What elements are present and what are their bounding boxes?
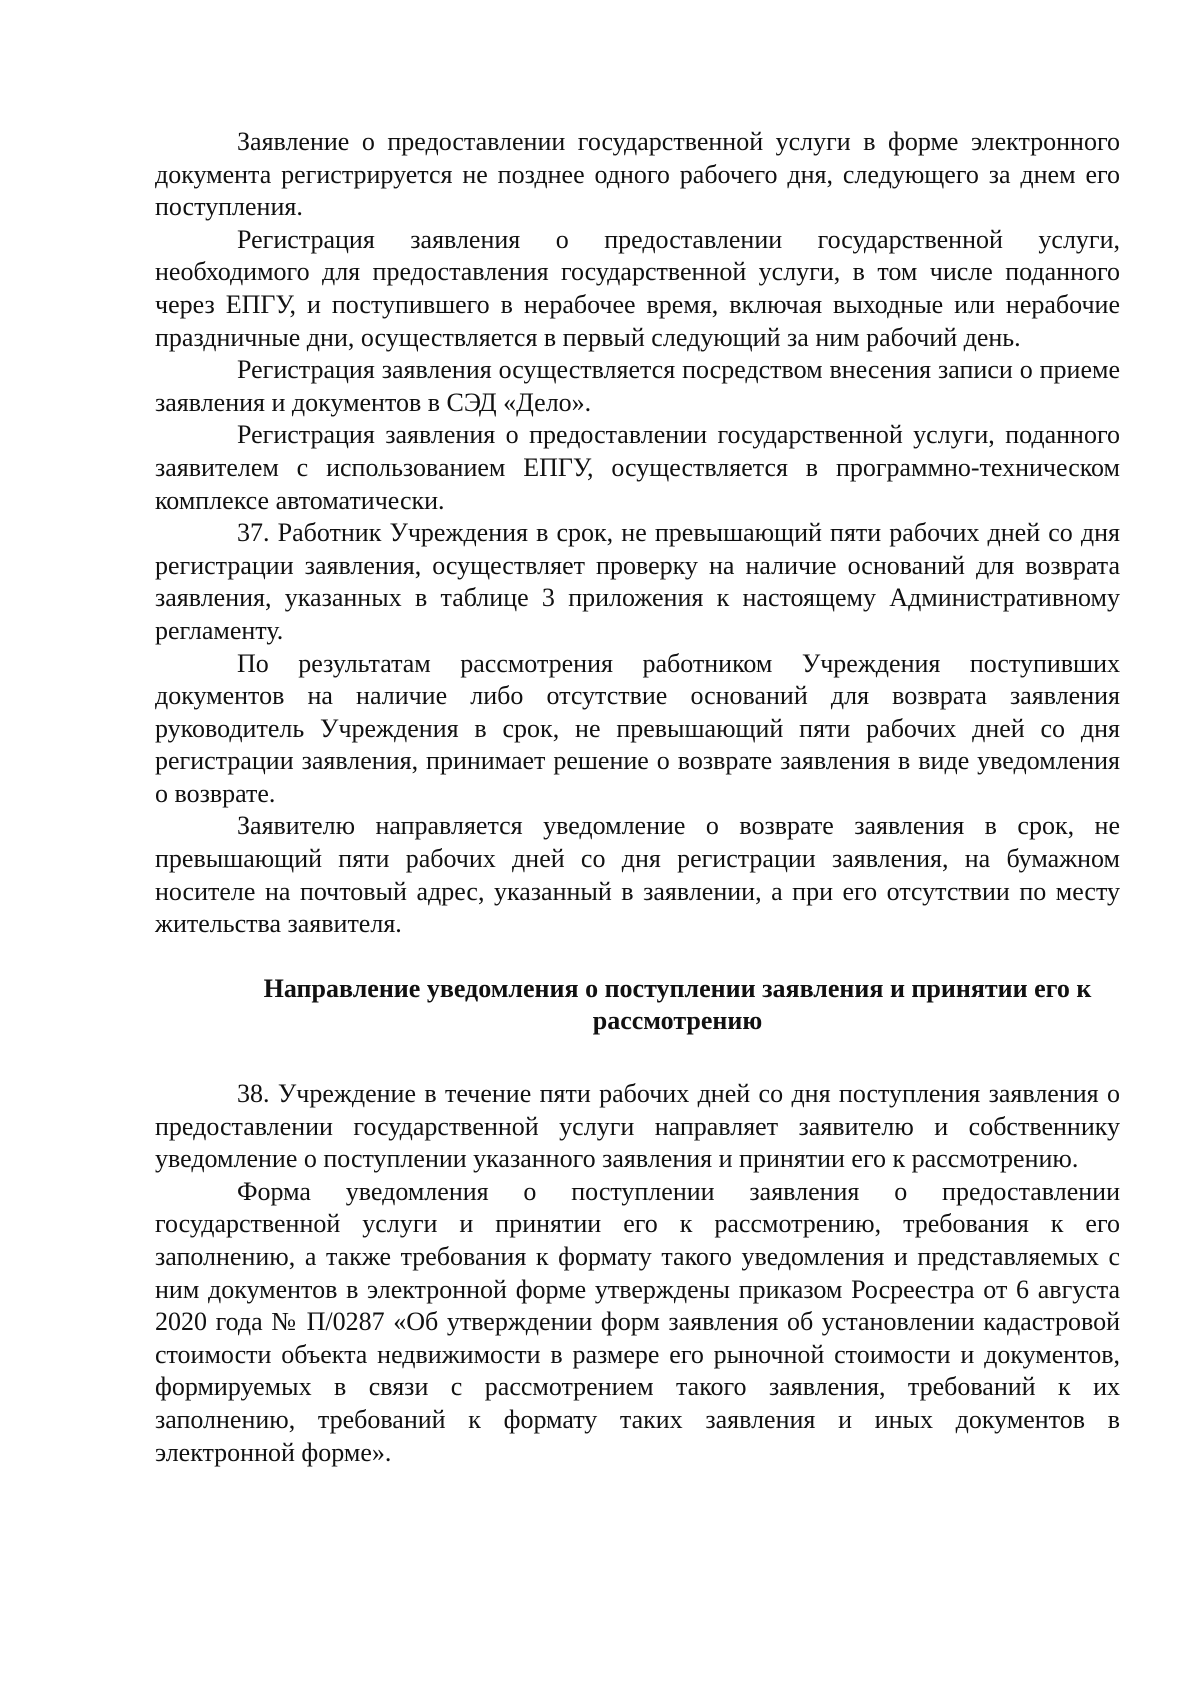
paragraph: 37. Работник Учреждения в срок, не превышающий пяти рабочих дней со дня регистрации заявления, осуществляет проверку на наличие оснований для возврата заявления, указанных в таблице 3 приложения к настоящему Административному регламенту.	[155, 518, 1120, 645]
section-heading: Направление уведомления о поступлении заявления и принятии его к рассмотрению	[263, 973, 1092, 1036]
paragraph: По результатам рассмотрения работником Учреждения поступивших документов на наличие либо отсутствие оснований для возврата заявления руководитель Учреждения в срок, не превышающий пяти рабочих дней со дня регистрации заявления, принимает решение о возврате заявления в виде уведомления о возврате.	[155, 648, 1120, 808]
paragraph: Регистрация заявления о предоставлении государственной услуги, поданного заявителем с использованием ЕПГУ, осуществляется в программно-техническом комплексе автоматически.	[155, 420, 1120, 515]
document-body	[155, 126, 1120, 1469]
paragraph: Заявителю направляется уведомление о возврате заявления в срок, не превышающий пяти рабочих дней со дня регистрации заявления, на бумажном носителе на почтовый адрес, указанный в заявлении, а при его отсутствии по месту жительства заявителя.	[155, 811, 1120, 939]
paragraph: 38. Учреждение в течение пяти рабочих дней со дня поступления заявления о предоставлении государственной услуги направляет заявителю и собственнику уведомление о поступлении указанного заявления и принятии его к рассмотрению.	[155, 1079, 1120, 1174]
paragraph: Регистрация заявления о предоставлении государственной услуги, необходимого для предоставления государственной услуги, в том числе поданного через ЕПГУ, и поступившего в нерабочее время, включая выходные или нерабочие праздничные дни, осуществляется в первый следующий за ним рабочий день.	[155, 224, 1120, 352]
paragraph: Заявление о предоставлении государственной услуги в форме электронного документа регистрируется не позднее одного рабочего дня, следующего за днем его поступления.	[155, 127, 1120, 222]
paragraph: Форма уведомления о поступлении заявления о предоставлении государственной услуги и принятии его к рассмотрению, требования к его заполнению, а также требования к формату такого уведомления и представляемых с ним документов в электронной форме утверждены приказом Росреестра от 6 августа 2020 года № П/0287 «Об утверждении форм заявления об установлении кадастровой стоимости объекта недвижимости в размере его рыночной стоимости и документов, формируемых в связи с рассмотрением такого заявления, требований к их заполнению, требований к формату таких заявления и иных документов в электронной форме».	[155, 1176, 1120, 1467]
paragraph: Регистрация заявления осуществляется посредством внесения записи о приеме заявления и документов в СЭД «Дело».	[155, 355, 1120, 417]
